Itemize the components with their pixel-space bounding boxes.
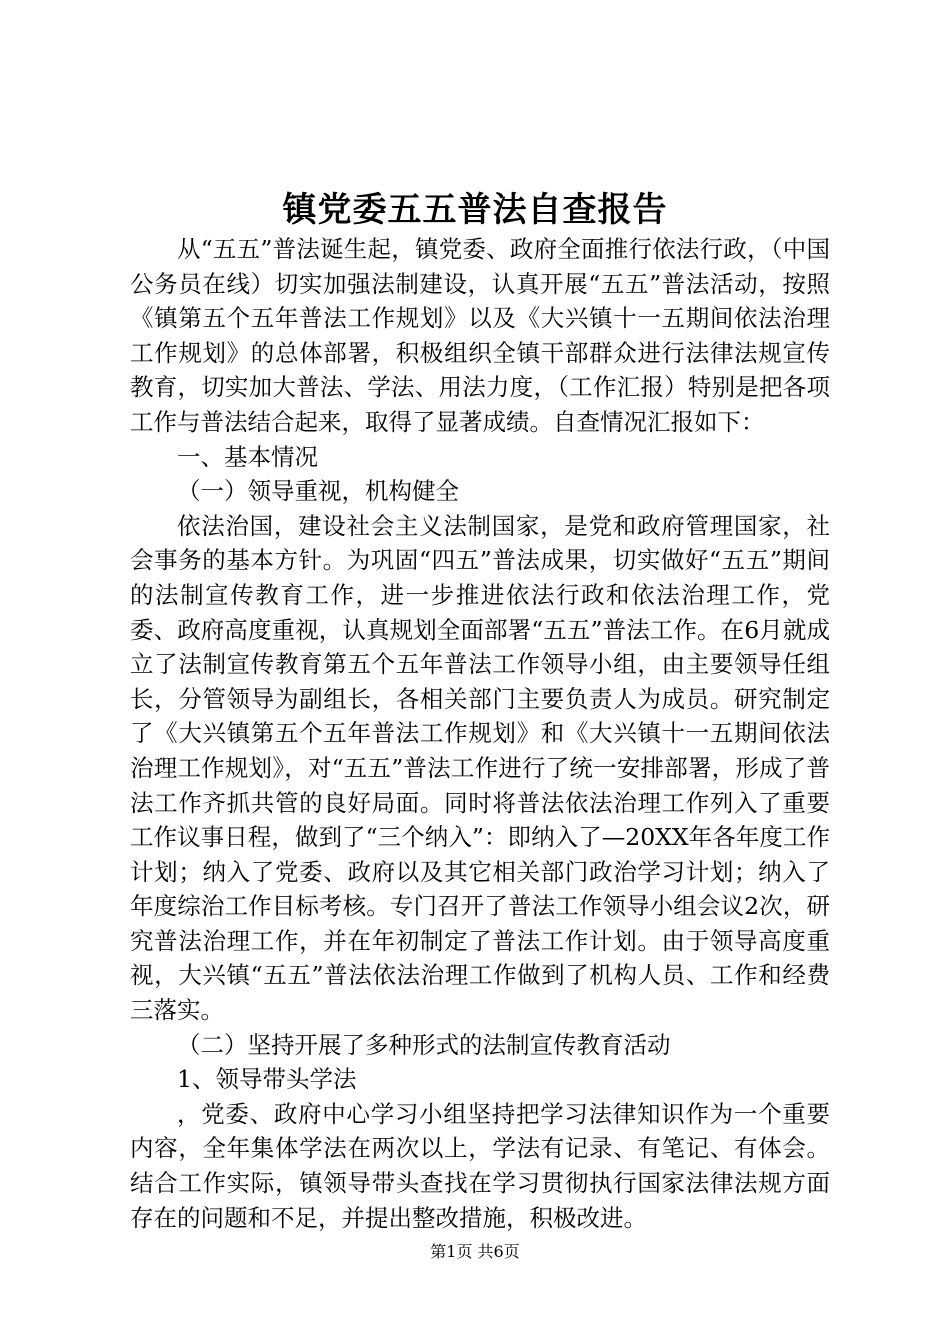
intro-paragraph: 从“五五”普法诞生起，镇党委、政府全面推行依法行政，（中国公务员在线）切实加强法制建设，认真开展“五五”普法活动，按照《镇第五个五年普法工作规划》以及《大兴镇十一五期间依法治理工作规划》的总体部署，积极组织全镇干部群众进行法律法规宣传教育，切实加大普法、学法、用法力度，（工作汇报）特别是把各项工作与普法结合起来，取得了显著成绩。自查情况汇报如下： xyxy=(130,235,830,436)
subsection-heading-education-activities: （二）坚持开展了多种形式的法制宣传教育活动 xyxy=(177,1030,671,1059)
leadership-paragraph: 依法治国，建设社会主义法制国家，是党和政府管理国家，社会事务的基本方针。为巩固“四五”普法成果，切实做好“五五”期间的法制宣传教育工作，进一步推进依法行政和依法治理工作，党委、政府高度重视，认真规划全面部署“五五”普法工作。在6月就成立了法制宣传教育第五个五年普法工作领导小组，由主要领导任组长，分管领导为副组长，各相关部门主要负责人为成员。研究制定了《大兴镇第五个五年普法工作规划》和《大兴镇十一五期间依法治理工作规划》，对“五五”普法工作进行了统一安排部署，形成了普法工作齐抓共管的良好局面。同时将普法依法治理工作列入了重要工作议事日程，做到了“三个纳入”：即纳入了—20XX年各年度工作计划；纳入了党委、政府以及其它相关部门政治学习计划；纳入了年度综治工作目标考核。专门召开了普法工作领导小组会议2次，研究普法治理工作，并在年初制定了普法工作计划。由于领导高度重视，大兴镇“五五”普法依法治理工作做到了机构人员、工作和经费三落实。 xyxy=(130,511,830,1025)
subsection-heading-leadership: （一）领导重视，机构健全 xyxy=(177,477,459,506)
page-footer: 第1页 共6页 xyxy=(430,1242,520,1261)
leaders-study-paragraph: ，党委、政府中心学习小组坚持把学习法律知识作为一个重要内容，全年集体学法在两次以上，学法有记录、有笔记、有体会。结合工作实际，镇领导带头查找在学习贯彻执行国家法律法规方面存在的问题和不足，并提出整改措施，积极改进。 xyxy=(130,1099,830,1232)
document-title: 镇党委五五普法自查报告 xyxy=(282,190,668,230)
item-heading-leaders-study-law: 1、领导带头学法 xyxy=(177,1065,357,1094)
document-body xyxy=(130,232,830,1235)
section-heading-basic-situation: 一、基本情况 xyxy=(177,442,318,471)
